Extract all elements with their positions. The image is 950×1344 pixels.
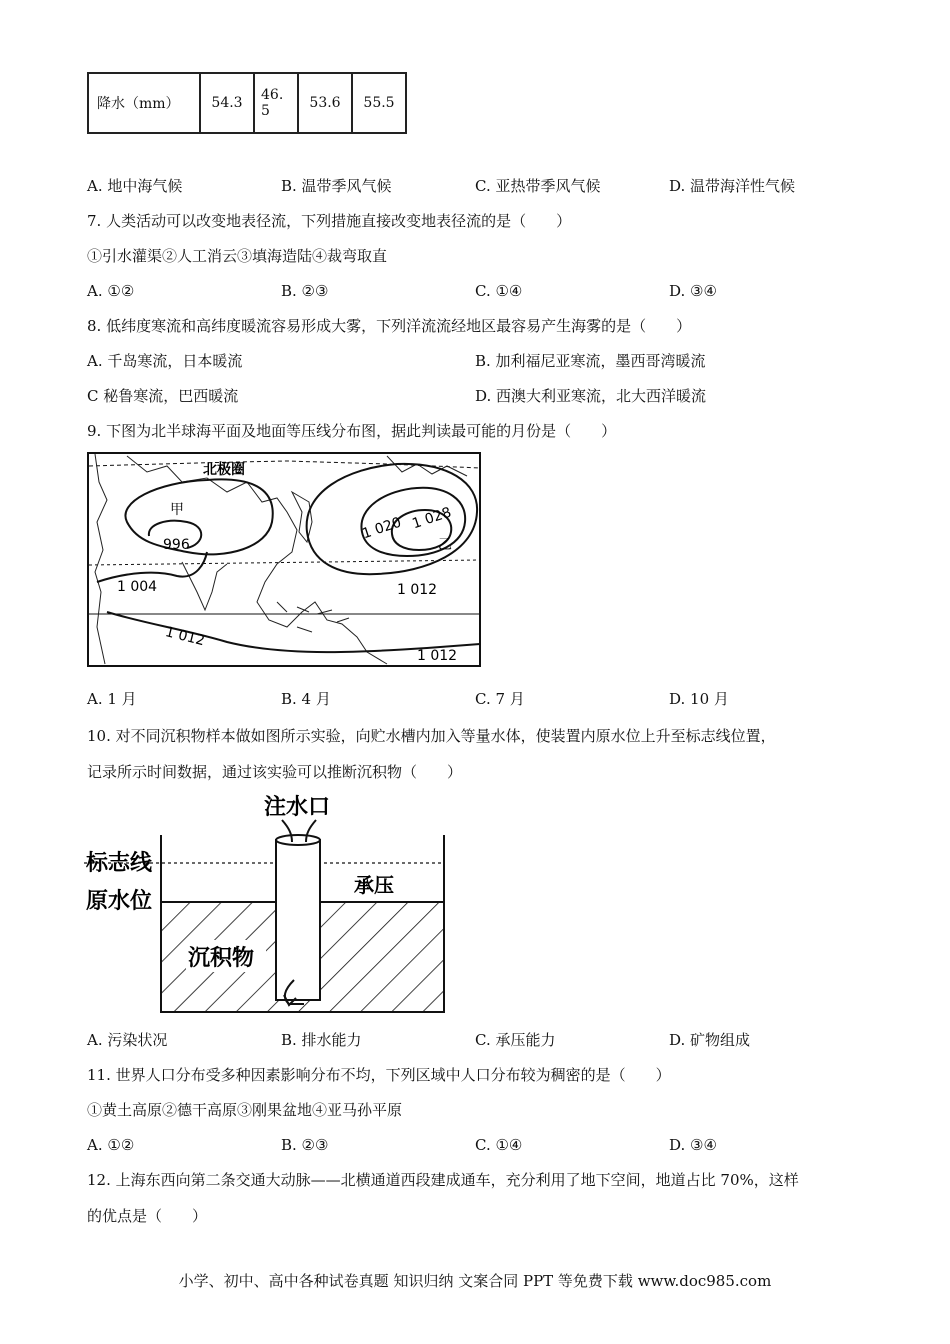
isobar-map [87,452,481,667]
q7-option-a: A. ①② [87,282,135,300]
q10-stem-line1: 10. 对不同沉积物样本做如图所示实验，向贮水槽内加入等量水体，使装置内原水位上升至标志线位置， [87,727,776,745]
q9-option-b: B. 4 月 [281,690,331,708]
label-mark-line: 标志线 [86,851,153,876]
label-1012-a: 1 012 [397,582,438,598]
q11-option-d: D. ③④ [669,1136,717,1154]
q9-stem: 9. 下图为北半球海平面及地面等压线分布图，据此判读最可能的月份是（ ） [87,422,617,440]
q7-option-b: B. ②③ [281,282,329,300]
table-label: 降水（mm） [88,73,200,133]
sediment-experiment-diagram [84,790,446,1015]
q8-option-b: B. 加利福尼亚寒流，墨西哥湾暖流 [475,352,706,370]
q6-option-b: B. 温带季风气候 [281,177,392,195]
label-1028: 1 028 [410,504,454,533]
table-cell: 46.5 [254,73,298,133]
label-pressure: 承压 [354,873,394,897]
q10-option-d: D. 矿物组成 [669,1031,751,1049]
q11-stem: 11. 世界人口分布受多种因素影响分布不均，下列区域中人口分布较为稠密的是（ ） [87,1066,671,1084]
label-inlet: 注水口 [264,795,331,820]
tube-top [276,835,320,845]
q12-stem-line2: 的优点是（ ） [87,1207,208,1225]
table-cell: 54.3 [200,73,254,133]
q9-option-d: D. 10 月 [669,690,729,708]
q6-option-a: A. 地中海气候 [87,177,183,195]
q7-option-c: C. ①④ [475,282,523,300]
q11-option-b: B. ②③ [281,1136,329,1154]
label-orig-level: 原水位 [86,889,153,914]
label-1012-c: 1 012 [417,648,458,664]
page-footer: 小学、初中、高中各种试卷真题 知识归纳 文案合同 PPT 等免费下载 www.doc985.com [178,1272,772,1290]
q10-option-c: C. 承压能力 [475,1031,556,1049]
label-1020: 1 020 [360,514,404,543]
label-996: 996 [163,537,190,553]
label-arctic: 北极圈 [203,462,245,478]
q11-option-c: C. ①④ [475,1136,523,1154]
label-1012-b: 1 012 [163,624,207,650]
q9-option-c: C. 7 月 [475,690,525,708]
q8-option-d: D. 西澳大利亚寒流，北大西洋暖流 [475,387,707,405]
label-jia: 甲 [170,502,184,518]
map-frame [88,453,480,666]
label-sediment: 沉积物 [188,946,255,971]
table-cell: 55.5 [352,73,406,133]
table-cell: 53.6 [298,73,352,133]
q11-items: ①黄土高原②德干高原③刚果盆地④亚马孙平原 [87,1101,403,1119]
q11-option-a: A. ①② [87,1136,135,1154]
q12-stem-line1: 12. 上海东西向第二条交通大动脉——北横通道西段建成通车，充分利用了地下空间，地道占比 70%，这样 [87,1171,799,1189]
q9-option-a: A. 1 月 [87,690,137,708]
q8-option-a: A. 千岛寒流，日本暖流 [87,352,243,370]
q7-items: ①引水灌渠②人工消云③填海造陆④裁弯取直 [87,247,388,265]
q8-option-c: C 秘鲁寒流，巴西暖流 [87,387,239,405]
q8-stem: 8. 低纬度寒流和高纬度暖流容易形成大雾，下列洋流流经地区最容易产生海雾的是（ ） [87,317,692,335]
q6-option-c: C. 亚热带季风气候 [475,177,601,195]
q10-option-a: A. 污染状况 [87,1031,168,1049]
q7-stem: 7. 人类活动可以改变地表径流，下列措施直接改变地表径流的是（ ） [87,212,572,230]
q6-option-d: D. 温带海洋性气候 [669,177,796,195]
precipitation-table [87,72,407,134]
label-1004: 1 004 [117,579,158,595]
q7-option-d: D. ③④ [669,282,717,300]
tube [276,840,320,1000]
q10-option-b: B. 排水能力 [281,1031,362,1049]
label-yi: 乙 [438,537,452,553]
q10-stem-line2: 记录所示时间数据，通过该实验可以推断沉积物（ ） [87,763,463,781]
